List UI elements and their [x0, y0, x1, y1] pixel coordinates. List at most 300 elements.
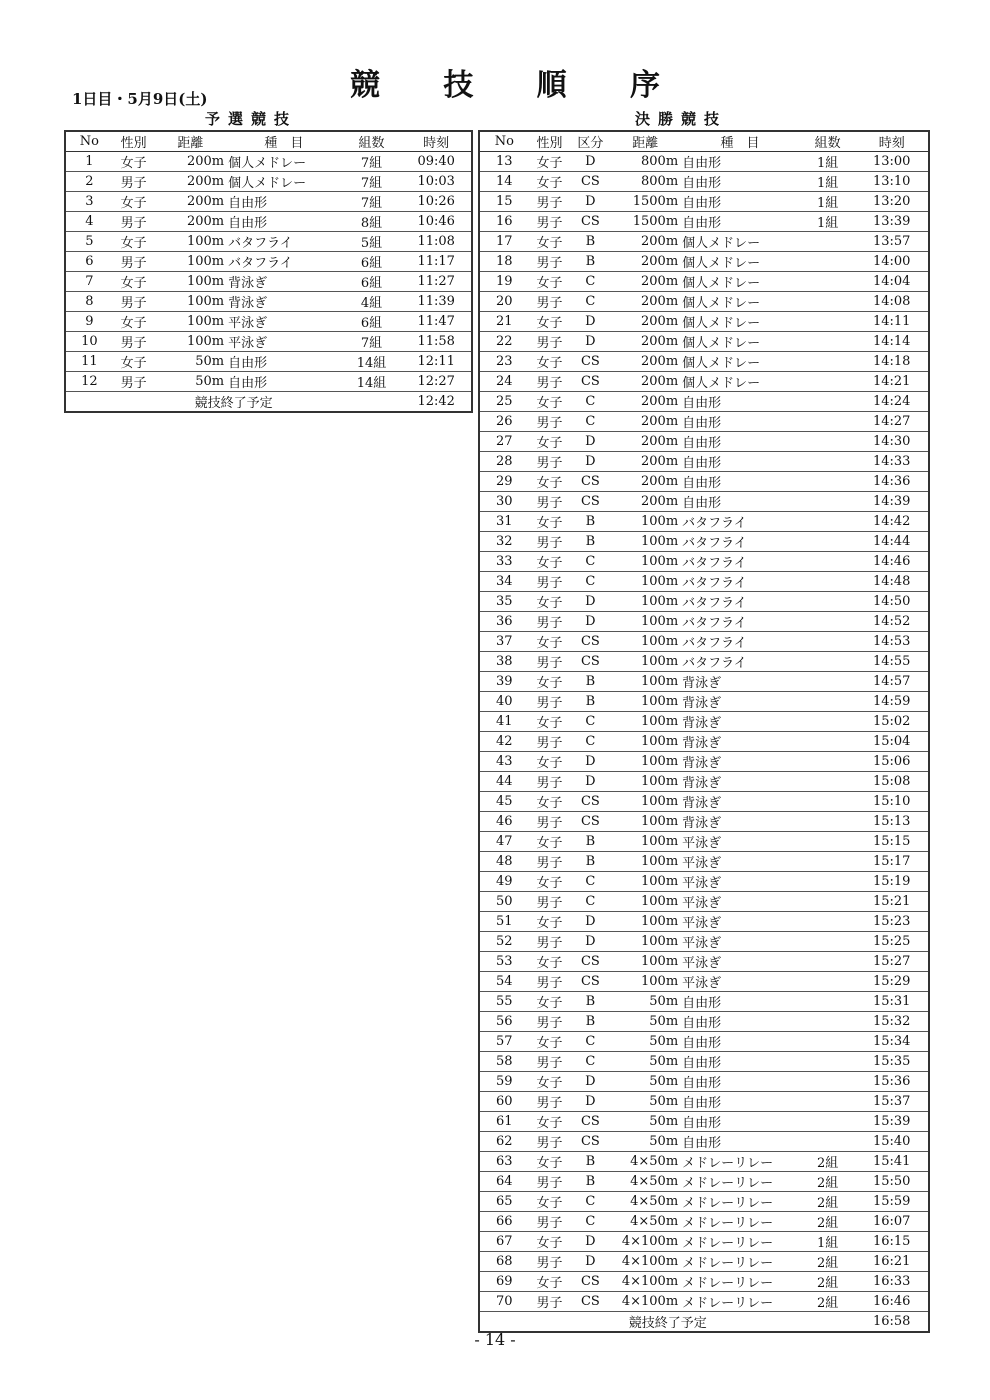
cell-class: B [570, 992, 610, 1012]
cell-class: CS [570, 632, 610, 652]
cell-distance: 50m [610, 1052, 680, 1072]
cell-sex: 男子 [113, 372, 155, 392]
cell-distance: 100m [610, 892, 680, 912]
cell-time: 14:27 [855, 412, 929, 432]
cell-event: バタフライ [226, 252, 342, 272]
cell-sex: 女子 [529, 752, 571, 772]
cell-no: 40 [479, 692, 529, 712]
cell-no: 25 [479, 392, 529, 412]
cell-distance: 100m [610, 752, 680, 772]
cell-sex: 女子 [529, 472, 571, 492]
cell-sex: 男子 [529, 812, 571, 832]
cell-time: 15:10 [855, 792, 929, 812]
cell-no: 31 [479, 512, 529, 532]
table-row [479, 272, 929, 292]
cell-no: 15 [479, 192, 529, 212]
cell-no: 62 [479, 1132, 529, 1152]
cell-distance: 100m [610, 972, 680, 992]
cell-groups [800, 352, 856, 372]
cell-no: 23 [479, 352, 529, 372]
cell-no: 30 [479, 492, 529, 512]
cell-sex: 男子 [529, 212, 571, 232]
cell-no: 52 [479, 932, 529, 952]
cell-groups [800, 912, 856, 932]
page-number: - 14 - [474, 1330, 516, 1349]
event-date: 1日目・5月9日(土) [72, 90, 208, 108]
cell-groups: 1組 [800, 1232, 856, 1252]
cell-event: 個人メドレー [680, 252, 800, 272]
cell-groups [800, 272, 856, 292]
cell-distance: 100m [610, 732, 680, 752]
cell-groups: 14組 [342, 352, 402, 372]
end-label: 競技終了予定 [65, 392, 401, 413]
cell-distance: 100m [155, 292, 227, 312]
cell-class: C [570, 872, 610, 892]
cell-distance: 200m [610, 352, 680, 372]
cell-time: 14:48 [855, 572, 929, 592]
cell-event: 自由形 [680, 432, 800, 452]
col-no-header: No [65, 131, 113, 152]
cell-sex: 女子 [529, 1032, 571, 1052]
cell-sex: 男子 [529, 732, 571, 752]
table-row [479, 612, 929, 632]
cell-class: CS [570, 1112, 610, 1132]
cell-groups [800, 952, 856, 972]
cell-no: 20 [479, 292, 529, 312]
cell-sex: 女子 [529, 712, 571, 732]
table-row [479, 312, 929, 332]
cell-distance: 200m [610, 432, 680, 452]
cell-event: 自由形 [226, 192, 342, 212]
cell-time: 14:50 [855, 592, 929, 612]
cell-time: 15:02 [855, 712, 929, 732]
cell-event: バタフライ [226, 232, 342, 252]
cell-time: 09:40 [401, 152, 472, 172]
cell-class: B [570, 512, 610, 532]
cell-distance: 4×50m [610, 1212, 680, 1232]
cell-groups [800, 432, 856, 452]
cell-distance: 100m [610, 532, 680, 552]
col-no-header: No [479, 131, 529, 152]
cell-no: 47 [479, 832, 529, 852]
cell-class: C [570, 1212, 610, 1232]
cell-event: メドレーリレー [680, 1212, 800, 1232]
cell-distance: 50m [610, 1012, 680, 1032]
cell-no: 46 [479, 812, 529, 832]
cell-time: 14:39 [855, 492, 929, 512]
cell-time: 15:34 [855, 1032, 929, 1052]
table-row [65, 272, 472, 292]
cell-groups [800, 252, 856, 272]
cell-class: CS [570, 1132, 610, 1152]
cell-distance: 200m [155, 152, 227, 172]
cell-time: 13:10 [855, 172, 929, 192]
cell-distance: 100m [610, 692, 680, 712]
cell-event: 自由形 [680, 1012, 800, 1032]
table-row [479, 972, 929, 992]
cell-groups [800, 992, 856, 1012]
cell-distance: 100m [610, 932, 680, 952]
cell-sex: 女子 [529, 392, 571, 412]
table-row [479, 892, 929, 912]
cell-event: 自由形 [680, 492, 800, 512]
cell-sex: 女子 [529, 792, 571, 812]
cell-groups [800, 672, 856, 692]
cell-groups: 7組 [342, 192, 402, 212]
cell-no: 55 [479, 992, 529, 1012]
cell-no: 8 [65, 292, 113, 312]
cell-class: B [570, 852, 610, 872]
cell-class: D [570, 332, 610, 352]
cell-groups [800, 412, 856, 432]
table-row [479, 632, 929, 652]
cell-distance: 4×100m [610, 1232, 680, 1252]
cell-groups: 6組 [342, 312, 402, 332]
cell-time: 14:36 [855, 472, 929, 492]
cell-class: C [570, 712, 610, 732]
cell-sex: 男子 [529, 532, 571, 552]
col-class-header: 区分 [570, 131, 610, 152]
cell-time: 14:53 [855, 632, 929, 652]
cell-sex: 男子 [529, 1292, 571, 1312]
cell-class: C [570, 292, 610, 312]
cell-groups [800, 932, 856, 952]
cell-groups [800, 472, 856, 492]
cell-groups [800, 1092, 856, 1112]
col-sex-header: 性別 [529, 131, 571, 152]
cell-time: 11:58 [401, 332, 472, 352]
table-row [479, 832, 929, 852]
cell-sex: 男子 [529, 1212, 571, 1232]
table-row [479, 1052, 929, 1072]
cell-distance: 200m [610, 452, 680, 472]
cell-event: 個人メドレー [680, 272, 800, 292]
cell-no: 63 [479, 1152, 529, 1172]
cell-time: 10:03 [401, 172, 472, 192]
cell-time: 14:57 [855, 672, 929, 692]
cell-distance: 50m [610, 1032, 680, 1052]
cell-sex: 男子 [529, 1092, 571, 1112]
table-row [479, 712, 929, 732]
cell-groups [800, 852, 856, 872]
cell-class: C [570, 272, 610, 292]
cell-event: 自由形 [226, 212, 342, 232]
cell-time: 13:57 [855, 232, 929, 252]
cell-event: 個人メドレー [680, 372, 800, 392]
cell-sex: 女子 [529, 632, 571, 652]
cell-class: C [570, 412, 610, 432]
cell-groups: 6組 [342, 272, 402, 292]
cell-no: 10 [65, 332, 113, 352]
cell-sex: 女子 [113, 232, 155, 252]
table-row [479, 1132, 929, 1152]
cell-groups [800, 872, 856, 892]
table-row [479, 592, 929, 612]
cell-distance: 200m [610, 232, 680, 252]
cell-event: メドレーリレー [680, 1232, 800, 1252]
cell-event: 個人メドレー [680, 292, 800, 312]
cell-no: 2 [65, 172, 113, 192]
table-row [479, 1232, 929, 1252]
cell-no: 66 [479, 1212, 529, 1232]
cell-no: 48 [479, 852, 529, 872]
cell-groups [800, 1012, 856, 1032]
end-label: 競技終了予定 [479, 1312, 855, 1333]
cell-groups [800, 1112, 856, 1132]
table-row [479, 212, 929, 232]
cell-no: 7 [65, 272, 113, 292]
cell-sex: 男子 [113, 252, 155, 272]
cell-event: メドレーリレー [680, 1272, 800, 1292]
cell-sex: 女子 [113, 192, 155, 212]
cell-event: 個人メドレー [226, 152, 342, 172]
cell-time: 14:59 [855, 692, 929, 712]
cell-groups: 1組 [800, 172, 856, 192]
cell-class: CS [570, 352, 610, 372]
cell-groups [800, 832, 856, 852]
cell-distance: 1500m [610, 192, 680, 212]
cell-groups [800, 652, 856, 672]
cell-no: 29 [479, 472, 529, 492]
cell-event: 自由形 [680, 1052, 800, 1072]
cell-time: 13:20 [855, 192, 929, 212]
cell-distance: 100m [610, 812, 680, 832]
cell-groups: 7組 [342, 332, 402, 352]
cell-groups [800, 392, 856, 412]
cell-sex: 女子 [529, 592, 571, 612]
cell-sex: 男子 [113, 172, 155, 192]
table-row [479, 772, 929, 792]
cell-class: B [570, 1012, 610, 1032]
cell-no: 21 [479, 312, 529, 332]
table-row [65, 292, 472, 312]
cell-event: 自由形 [680, 172, 800, 192]
cell-time: 10:26 [401, 192, 472, 212]
cell-no: 37 [479, 632, 529, 652]
cell-no: 11 [65, 352, 113, 372]
cell-no: 42 [479, 732, 529, 752]
cell-no: 1 [65, 152, 113, 172]
cell-sex: 男子 [113, 332, 155, 352]
table-row [479, 852, 929, 872]
cell-no: 64 [479, 1172, 529, 1192]
cell-no: 51 [479, 912, 529, 932]
cell-no: 60 [479, 1092, 529, 1112]
table-row [479, 732, 929, 752]
cell-time: 14:11 [855, 312, 929, 332]
cell-no: 41 [479, 712, 529, 732]
cell-time: 14:00 [855, 252, 929, 272]
cell-groups [800, 332, 856, 352]
cell-time: 16:07 [855, 1212, 929, 1232]
cell-sex: 女子 [113, 152, 155, 172]
cell-sex: 女子 [529, 1112, 571, 1132]
cell-time: 14:24 [855, 392, 929, 412]
col-groups-header: 組数 [342, 131, 402, 152]
cell-class: B [570, 672, 610, 692]
cell-time: 14:04 [855, 272, 929, 292]
cell-distance: 50m [155, 352, 227, 372]
table-row [479, 1032, 929, 1052]
cell-event: 自由形 [680, 152, 800, 172]
cell-distance: 200m [610, 372, 680, 392]
cell-time: 15:08 [855, 772, 929, 792]
cell-groups [800, 292, 856, 312]
cell-time: 14:30 [855, 432, 929, 452]
cell-time: 16:33 [855, 1272, 929, 1292]
col-dist-header: 距離 [610, 131, 680, 152]
cell-sex: 女子 [529, 1192, 571, 1212]
table-row [479, 912, 929, 932]
cell-time: 15:36 [855, 1072, 929, 1092]
cell-event: 平泳ぎ [226, 332, 342, 352]
cell-event: バタフライ [680, 532, 800, 552]
col-event-header: 種 目 [226, 131, 342, 152]
cell-sex: 女子 [113, 352, 155, 372]
table-row [65, 212, 472, 232]
table-row [479, 572, 929, 592]
cell-distance: 4×100m [610, 1292, 680, 1312]
cell-event: 自由形 [680, 992, 800, 1012]
cell-distance: 800m [610, 152, 680, 172]
col-time-header: 時刻 [401, 131, 472, 152]
table-row [479, 932, 929, 952]
table-row [479, 1192, 929, 1212]
cell-class: C [570, 892, 610, 912]
cell-event: 背泳ぎ [680, 692, 800, 712]
table-row [479, 512, 929, 532]
cell-class: CS [570, 952, 610, 972]
cell-distance: 4×50m [610, 1192, 680, 1212]
cell-distance: 50m [610, 1092, 680, 1112]
cell-sex: 女子 [113, 312, 155, 332]
table-row [479, 432, 929, 452]
table-row [479, 652, 929, 672]
cell-class: D [570, 312, 610, 332]
cell-no: 33 [479, 552, 529, 572]
cell-sex: 男子 [529, 492, 571, 512]
cell-groups [800, 1032, 856, 1052]
cell-time: 16:21 [855, 1252, 929, 1272]
cell-class: D [570, 592, 610, 612]
cell-groups: 8組 [342, 212, 402, 232]
cell-no: 22 [479, 332, 529, 352]
table-row [479, 1092, 929, 1112]
table-row [479, 472, 929, 492]
cell-event: 平泳ぎ [680, 852, 800, 872]
cell-groups [800, 552, 856, 572]
cell-class: B [570, 1172, 610, 1192]
cell-class: CS [570, 372, 610, 392]
cell-no: 61 [479, 1112, 529, 1132]
cell-groups: 4組 [342, 292, 402, 312]
cell-class: B [570, 692, 610, 712]
cell-sex: 男子 [113, 292, 155, 312]
cell-time: 14:21 [855, 372, 929, 392]
cell-sex: 男子 [529, 772, 571, 792]
cell-class: D [570, 152, 610, 172]
cell-event: メドレーリレー [680, 1172, 800, 1192]
cell-time: 14:42 [855, 512, 929, 532]
cell-distance: 100m [610, 672, 680, 692]
table-row [479, 352, 929, 372]
cell-distance: 50m [610, 1072, 680, 1092]
table-row [479, 172, 929, 192]
cell-groups [800, 532, 856, 552]
cell-sex: 男子 [529, 692, 571, 712]
cell-time: 15:40 [855, 1132, 929, 1152]
cell-no: 57 [479, 1032, 529, 1052]
table-row [479, 232, 929, 252]
cell-no: 6 [65, 252, 113, 272]
cell-event: バタフライ [680, 612, 800, 632]
cell-time: 15:06 [855, 752, 929, 772]
cell-distance: 200m [610, 292, 680, 312]
table-row [479, 1272, 929, 1292]
cell-sex: 女子 [529, 672, 571, 692]
cell-no: 43 [479, 752, 529, 772]
cell-time: 14:52 [855, 612, 929, 632]
cell-no: 16 [479, 212, 529, 232]
cell-event: メドレーリレー [680, 1252, 800, 1272]
cell-no: 12 [65, 372, 113, 392]
table-row [479, 372, 929, 392]
cell-class: B [570, 232, 610, 252]
cell-sex: 女子 [529, 512, 571, 532]
cell-sex: 男子 [529, 452, 571, 472]
cell-time: 11:17 [401, 252, 472, 272]
cell-distance: 200m [610, 412, 680, 432]
cell-groups [800, 792, 856, 812]
cell-no: 58 [479, 1052, 529, 1072]
cell-time: 15:29 [855, 972, 929, 992]
cell-sex: 男子 [529, 852, 571, 872]
cell-sex: 女子 [529, 1152, 571, 1172]
cell-distance: 100m [610, 912, 680, 932]
cell-class: C [570, 392, 610, 412]
cell-time: 15:21 [855, 892, 929, 912]
cell-time: 16:46 [855, 1292, 929, 1312]
cell-event: バタフライ [680, 632, 800, 652]
table-row [479, 992, 929, 1012]
cell-event: 背泳ぎ [680, 752, 800, 772]
final-section-label: 決勝競技 [635, 110, 728, 128]
cell-time: 15:32 [855, 1012, 929, 1032]
cell-distance: 4×100m [610, 1272, 680, 1292]
cell-class: D [570, 1252, 610, 1272]
cell-sex: 男子 [529, 1052, 571, 1072]
cell-distance: 100m [610, 652, 680, 672]
table-row [479, 1012, 929, 1032]
cell-event: バタフライ [680, 592, 800, 612]
table-row [479, 1292, 929, 1312]
cell-sex: 男子 [529, 972, 571, 992]
cell-groups: 5組 [342, 232, 402, 252]
cell-distance: 100m [610, 552, 680, 572]
cell-no: 69 [479, 1272, 529, 1292]
cell-sex: 女子 [529, 912, 571, 932]
cell-distance: 100m [610, 712, 680, 732]
cell-no: 27 [479, 432, 529, 452]
cell-distance: 100m [610, 772, 680, 792]
col-event-header: 種 目 [680, 131, 800, 152]
cell-event: バタフライ [680, 512, 800, 532]
table-row [65, 192, 472, 212]
cell-no: 24 [479, 372, 529, 392]
cell-class: C [570, 732, 610, 752]
table-row [479, 452, 929, 472]
title-char: 順 [536, 68, 567, 103]
